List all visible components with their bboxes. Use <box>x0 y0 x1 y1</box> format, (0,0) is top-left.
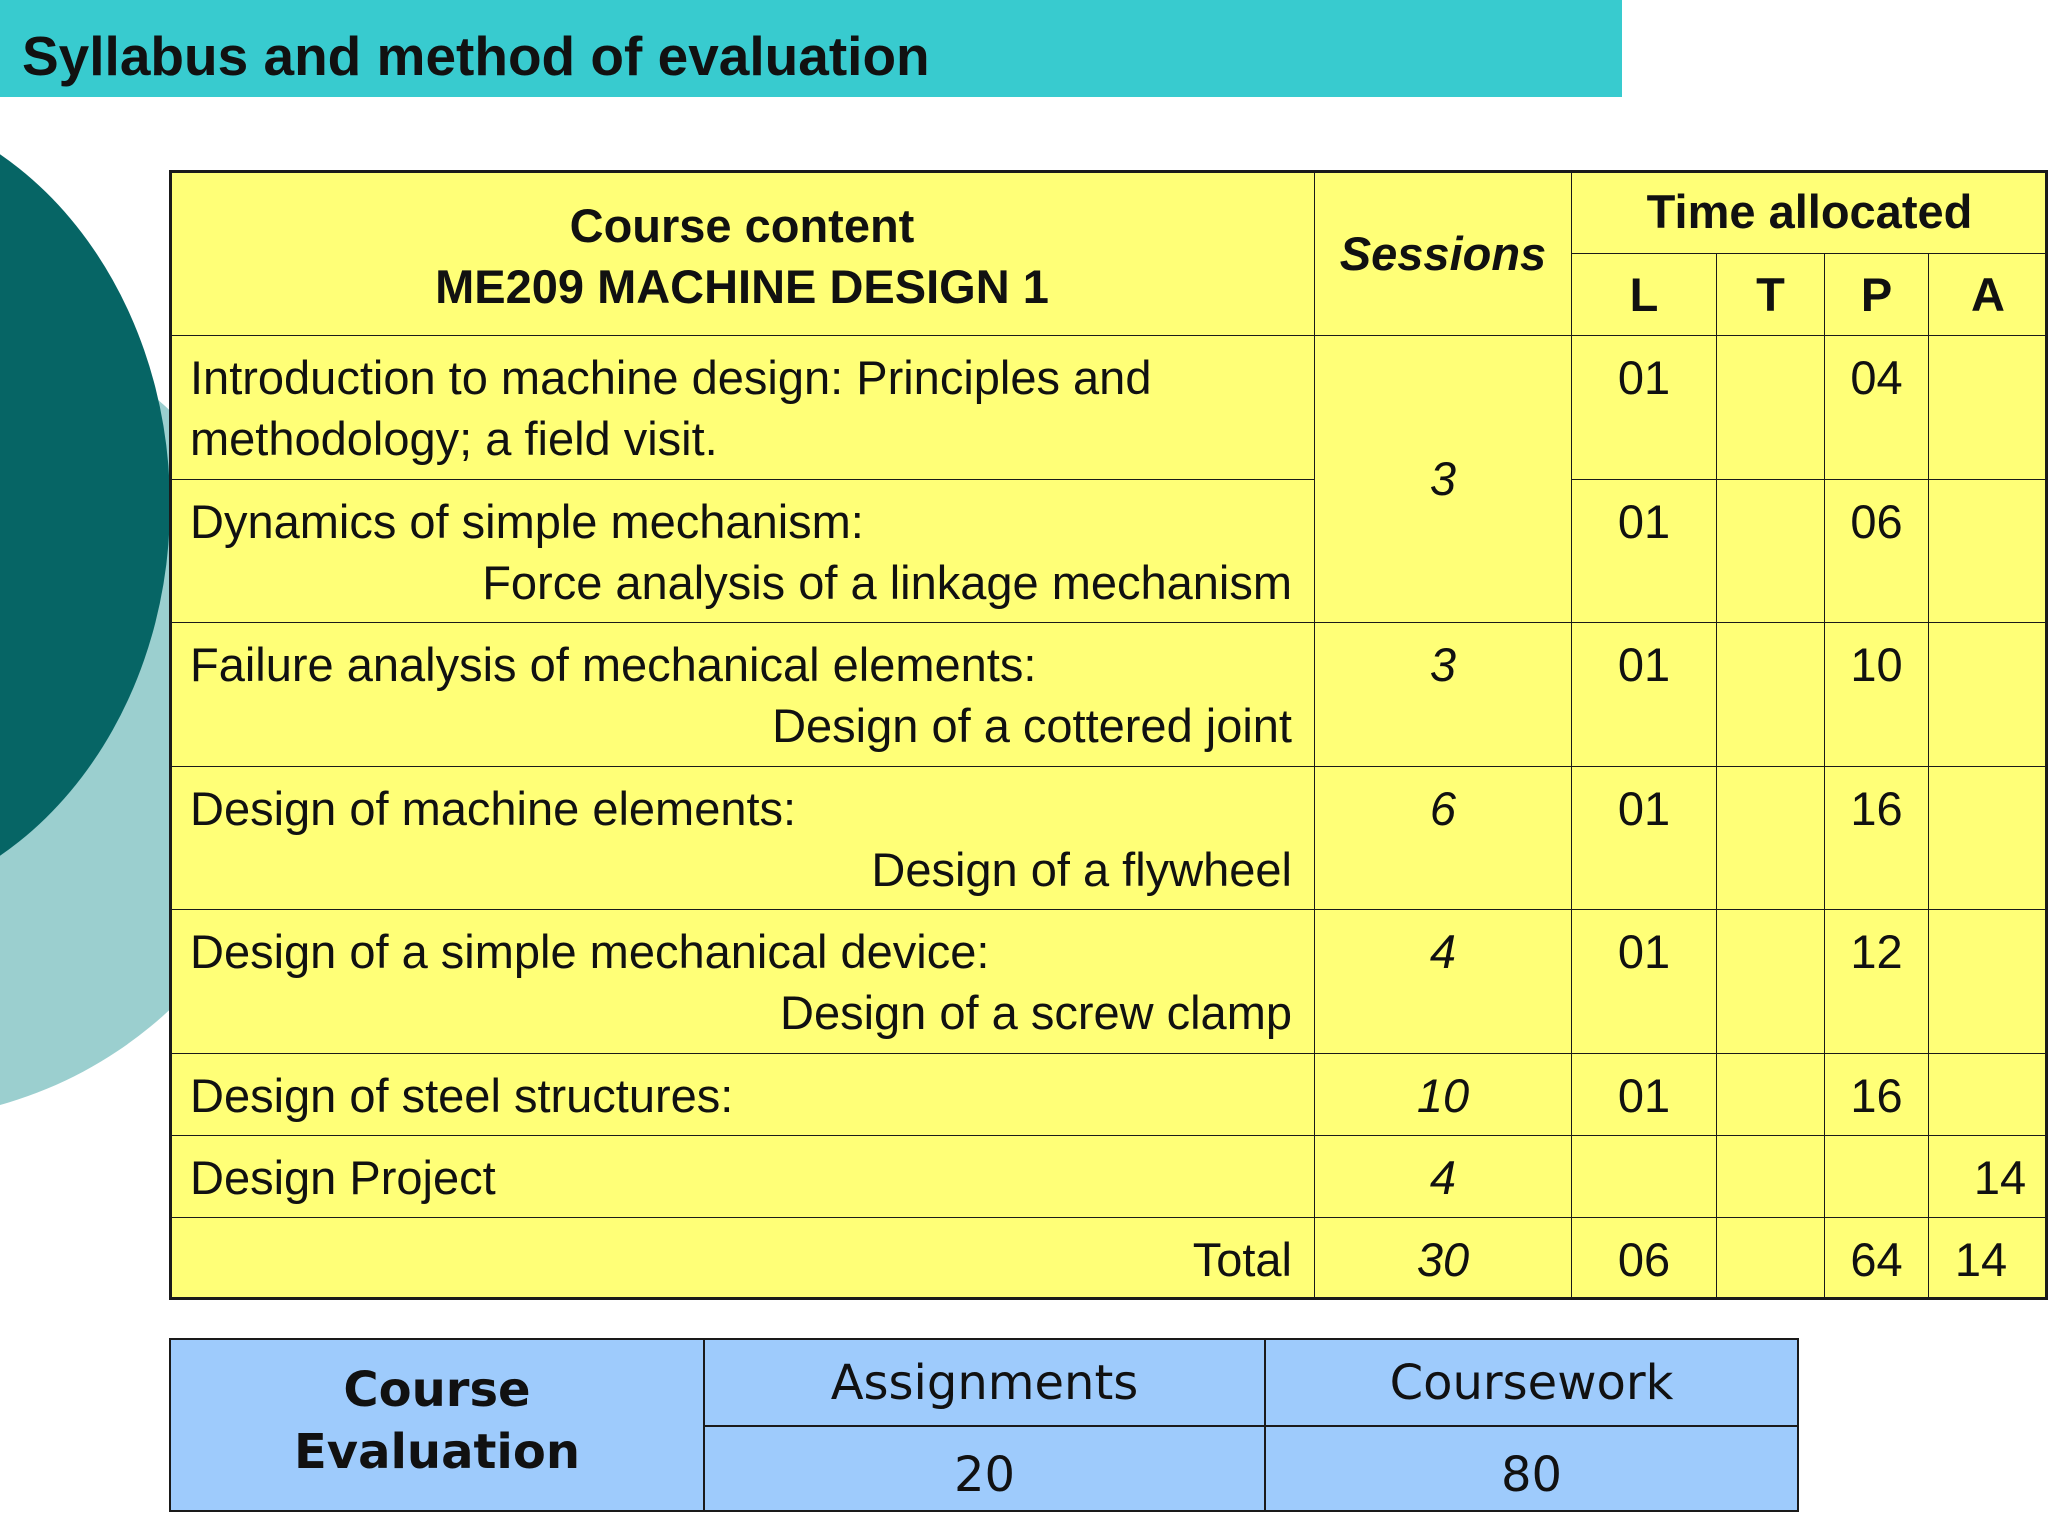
row-3-p-value: 16 <box>1850 782 1903 835</box>
row-1-p-value: 06 <box>1850 495 1903 548</box>
assignments-value-text: 20 <box>953 1447 1016 1503</box>
col-header-a-label: A <box>1971 268 2005 321</box>
row-5-line1: Design of steel structures: <box>190 1069 734 1122</box>
row-2-l-value: 01 <box>1617 638 1671 691</box>
row-1-l-value: 01 <box>1617 495 1671 548</box>
assignments-header-label: Assignments <box>830 1355 1139 1411</box>
table-outer-border <box>169 170 2048 1300</box>
sessions-value-0: 3 <box>1429 452 1457 505</box>
total-l-value: 06 <box>1617 1233 1671 1286</box>
row-2-line2: Design of a cottered joint <box>772 699 1292 752</box>
time-allocated-label: Time allocated <box>1646 185 1973 238</box>
assignments-value <box>703 1425 1266 1512</box>
row-2-p-value: 10 <box>1850 638 1903 691</box>
row-0-l-value: 01 <box>1617 351 1671 404</box>
sessions-header-label: Sessions <box>1339 227 1547 280</box>
col-header-t-label: T <box>1756 268 1785 321</box>
title-bar <box>0 0 1622 97</box>
row-2-line1: Failure analysis of mechanical elements: <box>190 638 1037 691</box>
course-evaluation-line2: Evaluation <box>293 1424 581 1480</box>
row-3-line1: Design of machine elements: <box>190 782 797 835</box>
course-content-label: Course content <box>569 199 915 252</box>
row-4-l-value: 01 <box>1617 925 1671 978</box>
coursework-header <box>1264 1338 1799 1427</box>
row-0-line1: Introduction to machine design: Principles and <box>190 351 1152 404</box>
assignments-header <box>703 1338 1266 1427</box>
sessions-value-4: 10 <box>1416 1069 1470 1122</box>
page-title: Syllabus and method of evaluation <box>22 25 930 87</box>
sessions-value-5: 4 <box>1429 1151 1457 1204</box>
coursework-header-label: Coursework <box>1389 1355 1674 1411</box>
col-header-l-label: L <box>1629 268 1659 321</box>
row-5-p-value: 16 <box>1850 1069 1903 1122</box>
sessions-value-2: 6 <box>1429 782 1457 835</box>
row-4-line1: Design of a simple mechanical device: <box>190 925 990 978</box>
row-6-line1: Design Project <box>190 1151 496 1204</box>
coursework-value <box>1264 1425 1799 1512</box>
row-6-a-value: 14 <box>1973 1151 2027 1204</box>
course-evaluation-line1: Course <box>343 1362 531 1418</box>
course-code: ME209 MACHINE DESIGN 1 <box>435 260 1049 313</box>
row-4-p-value: 12 <box>1850 925 1903 978</box>
row-0-p-value: 04 <box>1850 351 1903 404</box>
row-0-line2: methodology; a field visit. <box>190 412 718 465</box>
row-1-line1: Dynamics of simple mechanism: <box>190 495 864 548</box>
sessions-value-3: 4 <box>1429 925 1457 978</box>
row-3-l-value: 01 <box>1617 782 1671 835</box>
total-a-value: 14 <box>1954 1233 2008 1286</box>
row-5-l-value: 01 <box>1617 1069 1671 1122</box>
total-p-value: 64 <box>1850 1233 1903 1286</box>
row-1-line2: Force analysis of a linkage mechanism <box>482 556 1292 609</box>
col-header-p-label: P <box>1860 268 1893 321</box>
total-label: Total <box>1192 1233 1292 1286</box>
row-4-line2: Design of a screw clamp <box>780 986 1292 1039</box>
sessions-value-1: 3 <box>1429 638 1457 691</box>
course-evaluation-label <box>169 1338 705 1512</box>
coursework-value-text: 80 <box>1500 1447 1563 1503</box>
row-3-line2: Design of a flywheel <box>871 843 1292 896</box>
total-sessions-value: 30 <box>1416 1233 1470 1286</box>
